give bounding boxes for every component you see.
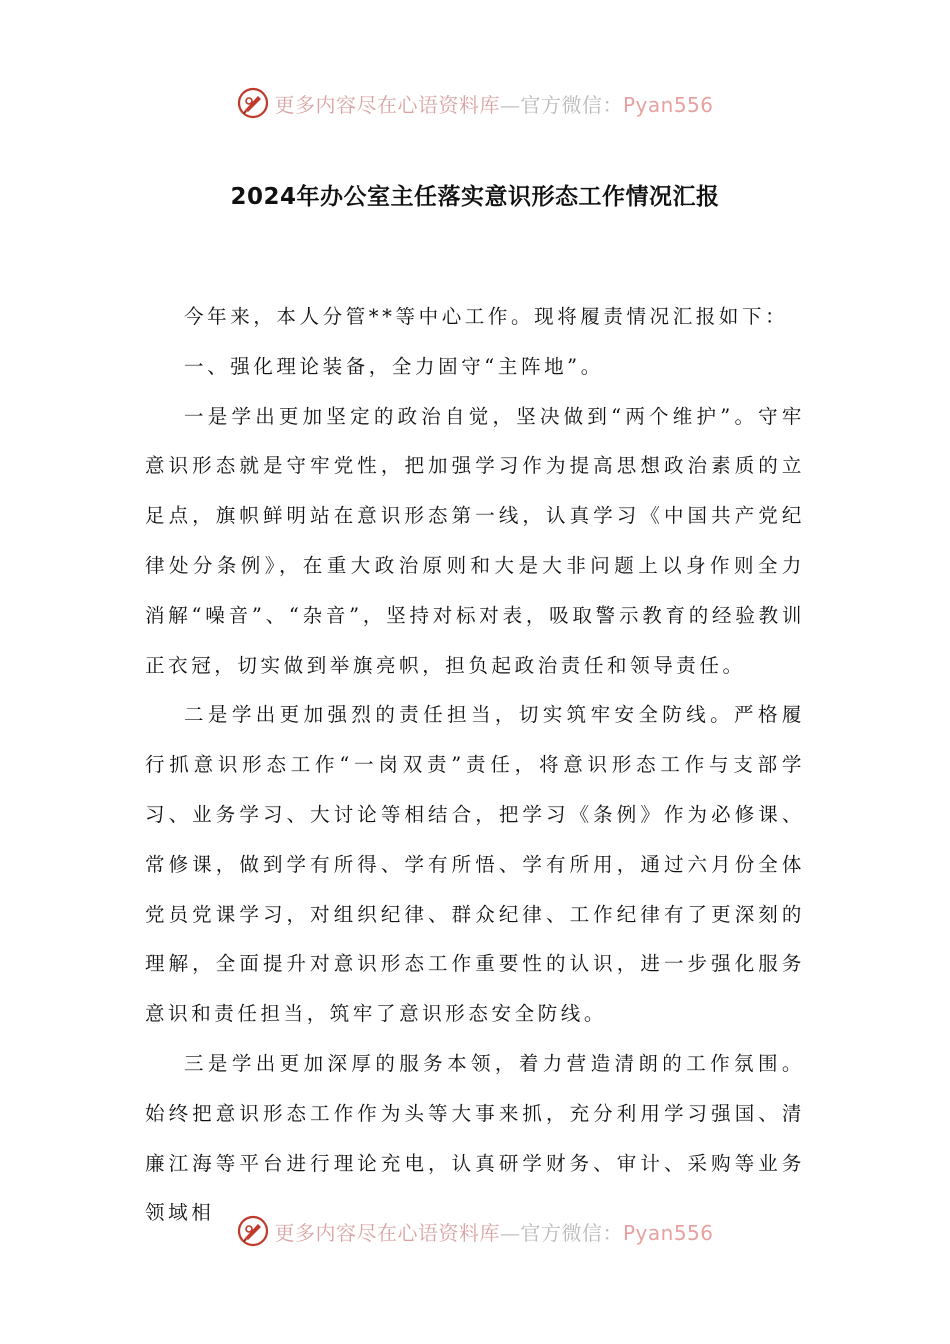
watermark-wechat-handle: Pyan556	[622, 92, 714, 117]
footer-watermark	[0, 1211, 950, 1251]
fountain-pen-logo-icon	[236, 86, 270, 120]
watermark-wechat-label: 官方微信：	[520, 1220, 623, 1245]
paragraph-intro: 今年来，本人分管**等中心工作。现将履责情况汇报如下：	[184, 305, 789, 328]
document-body	[145, 292, 805, 1238]
document-title: 2024年办公室主任落实意识形态工作情况汇报	[230, 184, 720, 210]
watermark-text	[274, 89, 713, 118]
paragraph-point-3: 三是学出更加深厚的服务本领，着力营造清朗的工作氛围。始终把意识形态工作作为头等大事来抓，充分利用学习强国、清廉江海等平台进行理论充电，认真研学财务、审计、采购等业务领域相	[145, 1051, 805, 1225]
watermark-separator: —	[499, 1220, 521, 1245]
watermark-text	[274, 1217, 713, 1246]
watermark-separator: —	[499, 92, 521, 117]
watermark-wechat-label: 官方微信：	[520, 92, 623, 117]
paragraph-point-1: 一是学出更加坚定的政治自觉，坚决做到“两个维护”。守牢意识形态就是守牢党性，把加强学习作为提高思想政治素质的立足点，旗帜鲜明站在意识形态第一线，认真学习《中国共产党纪律处分条例》，在重大政治原则和大是大非问题上以身作则全力消解“噪音”、“杂音”，坚持对标对表，吸取警示教育的经验教训正衣冠，切实做到举旗亮帜，担负起政治责任和领导责任。	[145, 404, 805, 677]
watermark-brand: 更多内容尽在心语资料库	[274, 92, 500, 117]
watermark-brand: 更多内容尽在心语资料库	[274, 1220, 500, 1245]
paragraph-point-2: 二是学出更加强烈的责任担当，切实筑牢安全防线。严格履行抓意识形态工作“一岗双责”责任，将意识形态工作与支部学习、业务学习、大讨论等相结合，把学习《条例》作为必修课、常修课，做到学有所得、学有所悟、学有所用，通过六月份全体党员党课学习，对组织纪律、群众纪律、工作纪律有了更深刻的理解，全面提升对意识形态工作重要性的认识，进一步强化服务意识和责任担当，筑牢了意识形态安全防线。	[145, 703, 805, 1026]
section-heading-1: 一、强化理论装备，全力固守“主阵地”。	[184, 354, 604, 378]
watermark-wechat-handle: Pyan556	[622, 1220, 714, 1245]
fountain-pen-logo-icon	[236, 1214, 270, 1248]
header-watermark	[0, 83, 950, 123]
